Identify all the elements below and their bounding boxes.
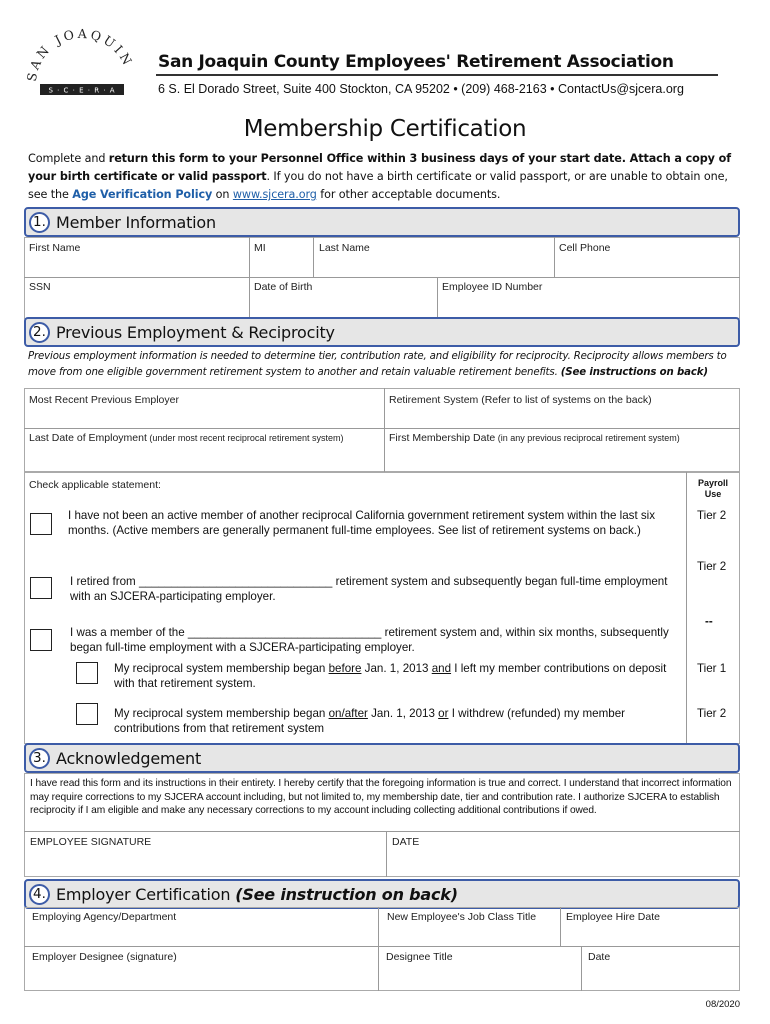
org-name: San Joaquin County Employees' Retirement Association — [158, 52, 674, 72]
section-title: Acknowledgement — [56, 749, 202, 768]
mi-field[interactable]: MI — [254, 242, 266, 254]
sjcera-logo — [22, 22, 140, 102]
section-previous-employment — [24, 317, 740, 347]
cell-phone-field[interactable]: Cell Phone — [559, 242, 611, 254]
job-class-title-field[interactable]: New Employee's Job Class Title — [387, 911, 537, 923]
section-member-information — [24, 207, 740, 237]
header-divider — [156, 74, 718, 76]
first-name-field[interactable]: First Name — [29, 242, 81, 254]
employee-id-field[interactable]: Employee ID Number — [442, 281, 543, 293]
section-employer-certification — [24, 879, 740, 909]
statement-3b-checkbox[interactable] — [76, 703, 98, 725]
statement-2-text: I retired from ______________________________ retirement system and subsequently began full-time employment with an SJCERA-participating employer. — [70, 575, 668, 603]
statement-3a-tier: Tier 1 — [697, 662, 727, 675]
form-version: 08/2020 — [705, 999, 740, 1010]
check-statement-label: Check applicable statement: — [29, 479, 161, 491]
statement-3-checkbox[interactable] — [30, 629, 52, 651]
designee-title-field[interactable]: Designee Title — [386, 951, 453, 963]
last-name-field[interactable]: Last Name — [319, 242, 370, 254]
statement-1-tier: Tier 2 — [697, 509, 727, 522]
acknowledgement-text: I have read this form and its instructions in their entirety. I hereby certify that the foregoing information is true and correct. I understand that incorrect information may require corrections to my SJCERA account including, but not limited to, my membership date, tier and contribution rate. I authorize SJCERA to establish reciprocity if I am eligible and make any necessary corrections to my account including collecting additional contributions if owed. — [30, 778, 732, 816]
employing-agency-field[interactable]: Employing Agency/Department — [32, 911, 177, 923]
statement-2-tier: Tier 2 — [697, 560, 727, 573]
statement-3b-text: My reciprocal system membership began on/after Jan. 1, 2013 or I withdrew (refunded) my member contributions from that retirement system — [114, 707, 626, 735]
statement-2-checkbox[interactable] — [30, 577, 52, 599]
org-address: 6 S. El Dorado Street, Suite 400 Stockton, CA 95202 • (209) 468-2163 • ContactUs@sjcera.org — [158, 82, 684, 96]
date-of-birth-field[interactable]: Date of Birth — [254, 281, 313, 293]
section-number: 2. — [29, 322, 50, 343]
svg-text:SAN JOAQUIN — [24, 26, 137, 83]
intro-instructions: Complete and return this form to your Personnel Office within 3 business days of your start date. Attach a copy of your birth certificate or valid passport. If you do not have a birth certificate or valid passport, or are unable to obtain one, see the Age Verification Policy on www.sjcera.org for other acceptable documents. — [28, 152, 731, 201]
statement-3a-checkbox[interactable] — [76, 662, 98, 684]
hire-date-field[interactable]: Employee Hire Date — [566, 911, 660, 923]
previous-employer-field[interactable]: Most Recent Previous Employer — [29, 394, 179, 406]
ssn-field[interactable]: SSN — [29, 281, 51, 293]
employer-date-field[interactable]: Date — [588, 951, 611, 963]
section-number: 1. — [29, 212, 50, 233]
age-verification-policy-link[interactable]: Age Verification Policy — [72, 188, 213, 201]
statement-3-text: I was a member of the ______________________________ retirement system and, within six months, subsequently began full-time employment with a SJCERA-participating employer. — [70, 626, 669, 654]
employee-date-field[interactable]: DATE — [392, 836, 420, 848]
member-info-grid — [24, 237, 740, 319]
statement-3b-tier: Tier 2 — [697, 707, 727, 720]
previous-employment-note: Previous employment information is needed to determine tier, contribution rate, and eligibility for reciprocity. Reciprocity allows members to move from one eligible government retirement system to another and retain valuable retirement benefits. (See instructions on back) — [28, 351, 727, 378]
section-number: 3. — [29, 748, 50, 769]
payroll-use-header: Payroll Use — [697, 478, 728, 499]
statement-1-checkbox[interactable] — [30, 513, 52, 535]
statement-3-tier: -- — [705, 615, 713, 628]
retired-system-blank[interactable]: ______________________________ — [138, 575, 333, 588]
logo-arc-text: SAN JOAQUIN — [23, 25, 137, 83]
retirement-system-field[interactable]: Retirement System (Refer to list of systems on the back) — [389, 394, 652, 406]
employer-designee-signature-field[interactable]: Employer Designee (signature) — [32, 951, 177, 963]
last-date-employment-field[interactable]: Last Date of Employment (under most recent reciprocal retirement system) — [29, 432, 344, 444]
section-title: Employer Certification (See instruction on back) — [56, 885, 458, 904]
sjcera-website-link[interactable]: www.sjcera.org — [232, 188, 317, 201]
employee-signature-field[interactable]: EMPLOYEE SIGNATURE — [30, 836, 152, 848]
statement-1-text: I have not been an active member of another reciprocal California government retirement system within the last six months. (Active members are generally permanent full-time employees. See list of retirement systems on back.) — [68, 509, 656, 537]
section-title: Previous Employment & Reciprocity — [56, 323, 335, 342]
member-system-blank[interactable]: ______________________________ — [187, 626, 382, 639]
section-title: Member Information — [56, 213, 216, 232]
statement-3a-text: My reciprocal system membership began before Jan. 1, 2013 and I left my member contributions on deposit with that retirement system. — [114, 662, 667, 690]
form-title: Membership Certification — [243, 116, 527, 142]
first-membership-date-field[interactable]: First Membership Date (in any previous reciprocal retirement system) — [389, 432, 680, 444]
logo-banner-text: S · C · E · R · A — [48, 86, 116, 95]
section-number: 4. — [29, 884, 50, 905]
section-acknowledgement — [24, 743, 740, 773]
